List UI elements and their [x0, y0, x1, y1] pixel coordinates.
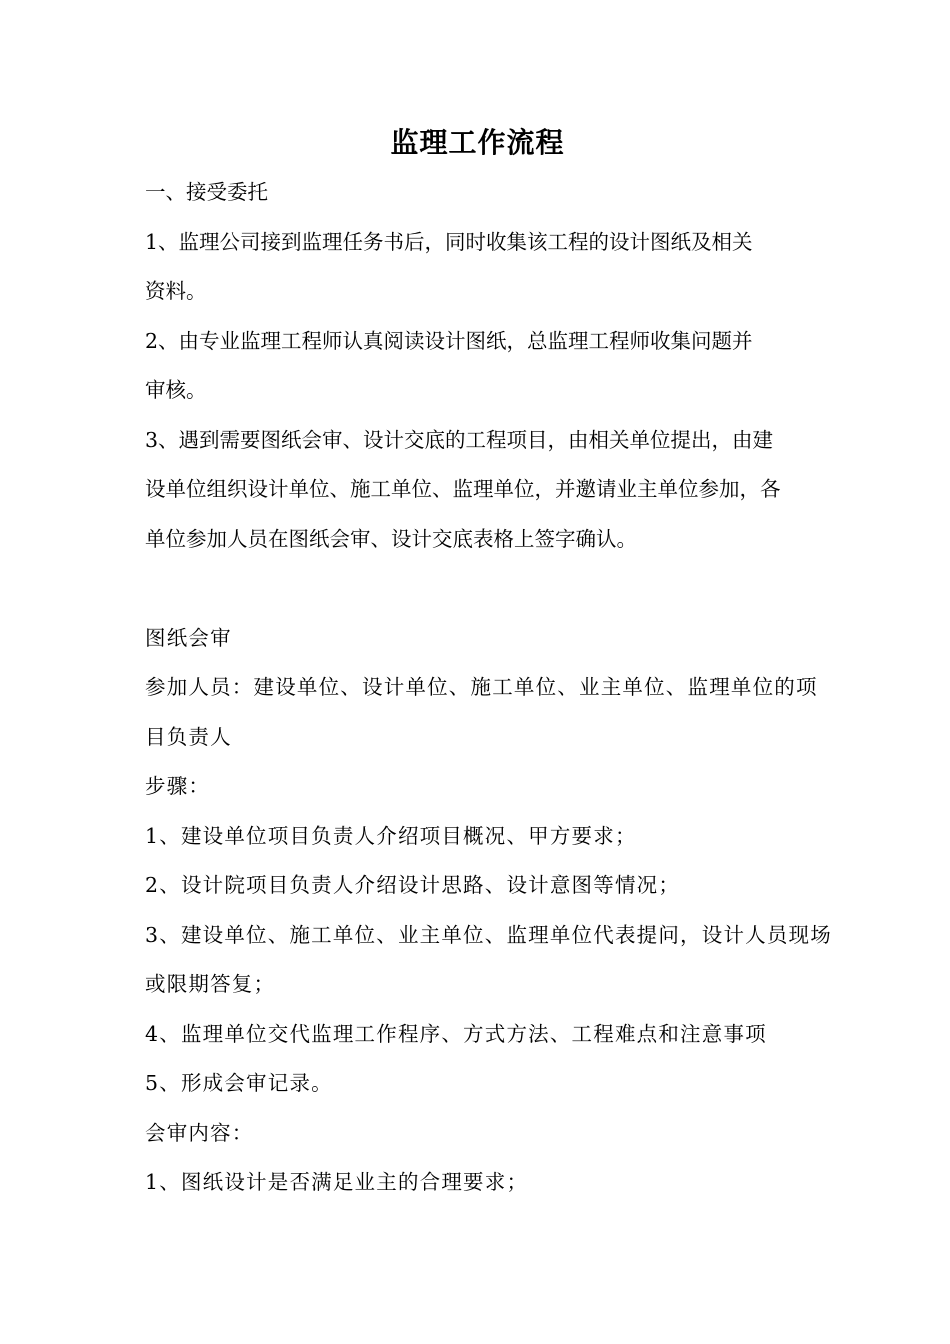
step-3-line1: 3、建设单位、施工单位、业主单位、监理单位代表提问，设计人员现场 — [145, 922, 832, 947]
section2-heading: 图纸会审 — [145, 625, 232, 650]
section1-item1-line1: 1、监理公司接到监理任务书后，同时收集该工程的设计图纸及相关 — [145, 229, 753, 254]
participants-line1: 参加人员：建设单位、设计单位、施工单位、业主单位、监理单位的项 — [145, 675, 818, 699]
section1-item2-line2: 审核。 — [145, 378, 207, 402]
content-heading: 会审内容： — [145, 1120, 254, 1145]
step-5: 5、形成会审记录。 — [145, 1071, 333, 1095]
participants-line2: 目负责人 — [145, 724, 232, 749]
section1-item2-line1: 2、由专业监理工程师认真阅读设计图纸，总监理工程师收集问题并 — [145, 328, 753, 353]
section1-item3-line2: 设单位组织设计单位、施工单位、监理单位，并邀请业主单位参加，各 — [145, 477, 781, 501]
step-3-line2: 或限期答复； — [145, 972, 276, 996]
steps-heading: 步骤： — [145, 774, 211, 798]
section1-item3-line1: 3、遇到需要图纸会审、设计交底的工程项目，由相关单位提出，由建 — [145, 427, 774, 452]
section1-heading: 一、接受委托 — [145, 180, 268, 204]
paragraph-gap — [145, 564, 810, 614]
step-4: 4、监理单位交代监理工作程序、方式方法、工程难点和注意事项 — [145, 1021, 767, 1046]
step-2: 2、设计院项目负责人介绍设计思路、设计意图等情况； — [145, 873, 681, 897]
step-1: 1、建设单位项目负责人介绍项目概况、甲方要求； — [145, 823, 637, 848]
document-page — [145, 118, 832, 1208]
document-title: 监理工作流程 — [390, 126, 565, 159]
section1-item1-line2: 资料。 — [145, 279, 207, 303]
content-item-1: 1、图纸设计是否满足业主的合理要求； — [145, 1170, 529, 1194]
section1-item3-line3: 单位参加人员在图纸会审、设计交底表格上签字确认。 — [145, 526, 637, 551]
